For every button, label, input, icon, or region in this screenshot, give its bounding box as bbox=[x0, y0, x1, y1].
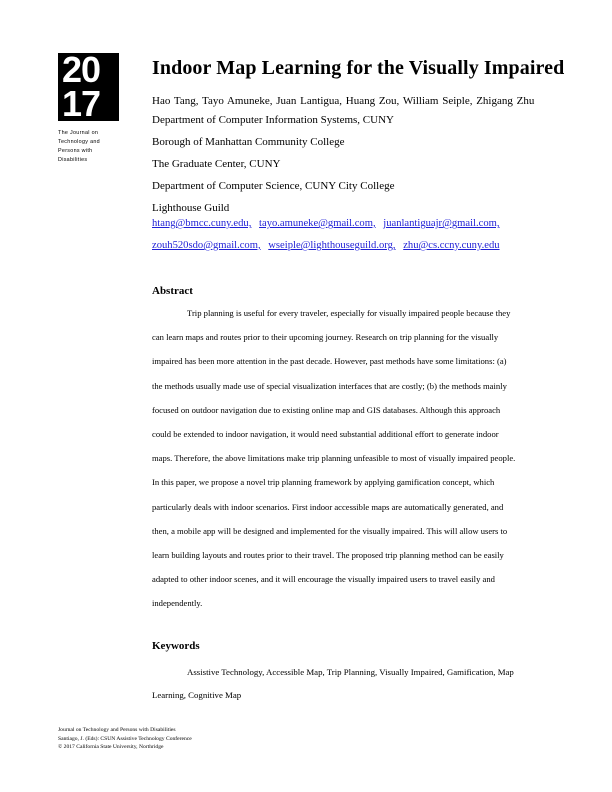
footer-line: Santiago, J. (Eds): CSUN Assistive Technology Conference bbox=[58, 735, 192, 742]
page-footer bbox=[58, 726, 192, 752]
abstract-line: can learn maps and routes prior to their upcoming journey. Research on trip planning for the visually bbox=[152, 332, 499, 343]
abstract-line: impaired has been more attention in the past decade. However, past methods have some limitations: (a) bbox=[152, 356, 507, 367]
abstract-line: independently. bbox=[152, 598, 203, 609]
logo-year-bottom: 17 bbox=[62, 83, 101, 124]
abstract-line: adapted to other indoor scenes, and it will encourage the visually impaired users to travel easily and bbox=[152, 574, 495, 585]
abstract-line: learn building layouts and routes prior to their travel. The proposed trip planning method can be easily bbox=[152, 549, 504, 560]
abstract-line: particularly deals with indoor scenarios. First indoor accessible maps are automatically generated, and bbox=[152, 501, 504, 512]
keywords-text bbox=[152, 665, 584, 711]
affiliations bbox=[152, 112, 394, 222]
affiliation: Borough of Manhattan Community College bbox=[152, 136, 345, 148]
logo-year-top: 20 bbox=[62, 49, 101, 90]
affiliation: Lighthouse Guild bbox=[152, 202, 230, 214]
paper-title: Indoor Map Learning for the Visually Impaired bbox=[152, 57, 565, 79]
footer-line: Journal on Technology and Persons with Disabilities bbox=[58, 727, 176, 733]
email-link[interactable]: tayo.amuneke@gmail.com, bbox=[259, 218, 376, 229]
abstract-line: the methods usually made use of special visualization interfaces that are costly; (b) the methods mainly bbox=[152, 380, 507, 391]
keywords-line: Learning, Cognitive Map bbox=[152, 690, 242, 700]
abstract-line: could be extended to indoor navigation, it would need substantial additional effort to generate indoor bbox=[152, 428, 499, 439]
email-link[interactable]: zhu@cs.ccny.cuny.edu bbox=[403, 240, 500, 251]
journal-name-line: The Journal on bbox=[58, 130, 99, 136]
abstract-line: then, a mobile app will be designed and implemented for the visually impaired. This will allow users to bbox=[152, 525, 508, 536]
affiliation: Department of Computer Science, CUNY City College bbox=[152, 180, 395, 192]
author-list: Hao Tang, Tayo Amuneke, Juan Lantigua, Huang Zou, William Seiple, Zhigang Zhu bbox=[152, 95, 535, 107]
abstract-line: maps. Therefore, the above limitations make trip planning unfeasible to most of visually impaired people. bbox=[152, 453, 516, 464]
email-row bbox=[152, 216, 505, 238]
email-list bbox=[152, 216, 505, 260]
affiliation: The Graduate Center, CUNY bbox=[152, 158, 281, 170]
email-link[interactable]: htang@bmcc.cuny.edu, bbox=[152, 218, 252, 229]
journal-name bbox=[58, 129, 138, 165]
abstract-line: Trip planning is useful for every traveler, especially for visually impaired people because they bbox=[187, 308, 511, 318]
email-link[interactable]: wseiple@lighthouseguild.org, bbox=[268, 240, 396, 251]
email-link[interactable]: juanlantiguajr@gmail.com, bbox=[383, 218, 500, 229]
affiliation: Department of Computer Information Systems, CUNY bbox=[152, 114, 394, 126]
footer-line: © 2017 California State University, Northridge bbox=[58, 744, 164, 750]
email-link[interactable]: zouh520sdo@gmail.com, bbox=[152, 240, 261, 251]
abstract-heading: Abstract bbox=[152, 285, 193, 297]
journal-name-line: Disabilities bbox=[58, 157, 88, 163]
email-row bbox=[152, 238, 505, 260]
journal-logo bbox=[58, 49, 119, 124]
journal-name-line: Persons with bbox=[58, 148, 93, 154]
abstract-text bbox=[152, 306, 584, 620]
keywords-heading: Keywords bbox=[152, 640, 200, 652]
abstract-line: In this paper, we propose a novel trip planning framework by applying gamification concept, which bbox=[152, 477, 495, 488]
keywords-line: Assistive Technology, Accessible Map, Trip Planning, Visually Impaired, Gamification, Map bbox=[187, 667, 514, 677]
abstract-line: focused on outdoor navigation due to existing online map and GIS databases. Although this approach bbox=[152, 404, 501, 415]
journal-name-line: Technology and bbox=[58, 139, 100, 145]
